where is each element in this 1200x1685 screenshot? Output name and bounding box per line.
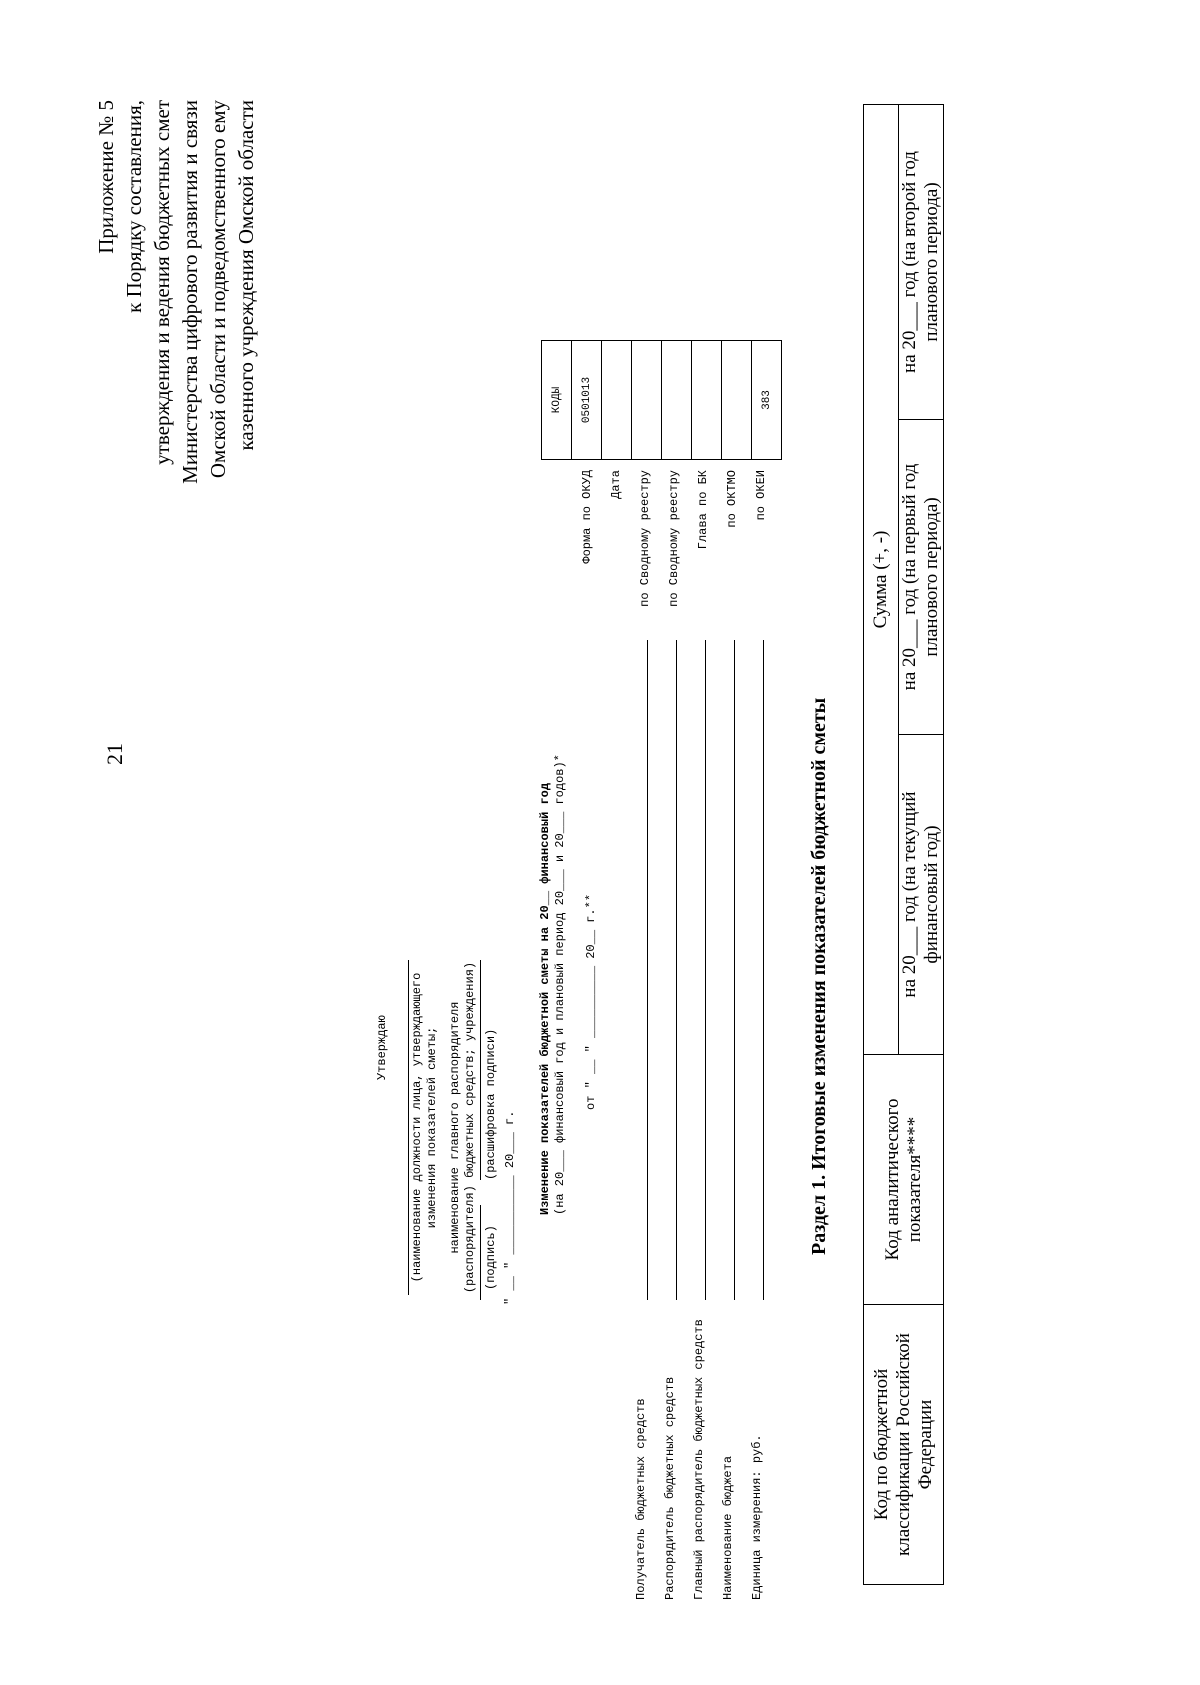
field-line: [676, 640, 677, 1300]
appendix-line: казенного учреждения Омской области: [234, 100, 258, 451]
col-header-second-plan-year: на 20___ год (на второй год планового периода): [899, 104, 944, 419]
codes-header: КОДЫ: [542, 341, 572, 460]
field-label-unit: Единица измерения: руб.: [750, 1434, 764, 1600]
position-line: [408, 960, 409, 1295]
field-line: [734, 640, 735, 1300]
col-header-sum: Сумма (+, -): [864, 104, 899, 1054]
col-header-current-year: на 20___ год (на текущий финансовый год): [899, 735, 944, 1055]
appendix-block: [92, 100, 260, 740]
org-caption: [448, 955, 478, 1300]
code-bk: [692, 341, 722, 460]
position-caption-2: изменения показателей сметы;: [425, 1026, 439, 1229]
col-header-first-plan-year: на 20___ год (на первый год планового периода): [899, 420, 944, 735]
appendix-line: Омской области и подведомственного ему: [206, 100, 230, 479]
code-label-registry-1: по Сводному реестру: [638, 470, 652, 607]
code-label-registry-2: по Сводному реестру: [667, 470, 681, 607]
page-number: 21: [102, 743, 127, 765]
code-registry-1: [632, 341, 662, 460]
code-oktmo: [722, 341, 752, 460]
code-registry-2: [662, 341, 692, 460]
position-caption-1: (наименование должности лица, утверждающего: [410, 972, 424, 1283]
code-okud: 0501013: [572, 341, 602, 460]
appendix-line: к Порядку составления,: [122, 100, 146, 313]
org-caption-2: (распорядителя) бюджетных средств; учреждения): [463, 961, 477, 1294]
decoding-caption: (расшифровка подписи): [484, 1028, 498, 1180]
form-date: от " __ " __________ 20__ г.**: [584, 893, 598, 1110]
col-header-analytic: Код аналитического показателя****: [864, 1055, 944, 1305]
decoding-line: [480, 960, 481, 1180]
field-label-recipient: Получатель бюджетных средств: [634, 1398, 648, 1600]
form-title: Изменение показателей бюджетной сметы на 20__ финансовый год: [538, 782, 552, 1215]
form-subtitle: (на 20___ финансовый год и плановый период 20___ и 20___ годов)*: [553, 754, 567, 1215]
code-label-date: Дата: [609, 470, 623, 499]
approval-date: " __ " ___________ 20___ г.: [503, 1110, 517, 1305]
signature-caption: (подпись): [484, 1225, 498, 1290]
field-label-budget: Наименование бюджета: [721, 1455, 735, 1600]
code-label-okud: Форма по ОКУД: [580, 470, 594, 564]
position-caption: [410, 960, 440, 1295]
signature-line: [480, 1205, 481, 1300]
code-label-bk: Глава по БК: [696, 470, 710, 550]
code-label-okei: по ОКЕИ: [754, 470, 768, 521]
section1-table: [863, 104, 944, 1585]
field-line: [763, 640, 764, 1300]
code-label-oktmo: по ОКТМО: [725, 470, 739, 528]
code-date: [602, 341, 632, 460]
approve-word: Утверждаю: [375, 1015, 389, 1080]
field-label-distributor: Распорядитель бюджетных средств: [663, 1376, 677, 1600]
col-header-bk: Код по бюджетной классификации Российской Федерации: [864, 1305, 944, 1585]
code-okei: 383: [752, 341, 782, 460]
field-line: [647, 640, 648, 1300]
appendix-line: утверждения и ведения бюджетных смет: [150, 100, 174, 465]
field-label-main-distributor: Главный распорядитель бюджетных средств: [692, 1319, 706, 1600]
field-line: [705, 640, 706, 1300]
org-caption-1: наименование главного распорядителя: [448, 1001, 462, 1254]
appendix-line: Министерства цифрового развития и связи: [178, 100, 202, 484]
section-title: Раздел 1. Итоговые изменения показателей бюджетной сметы: [808, 697, 830, 1255]
appendix-line: Приложение № 5: [94, 100, 118, 254]
codes-table: [541, 340, 782, 460]
